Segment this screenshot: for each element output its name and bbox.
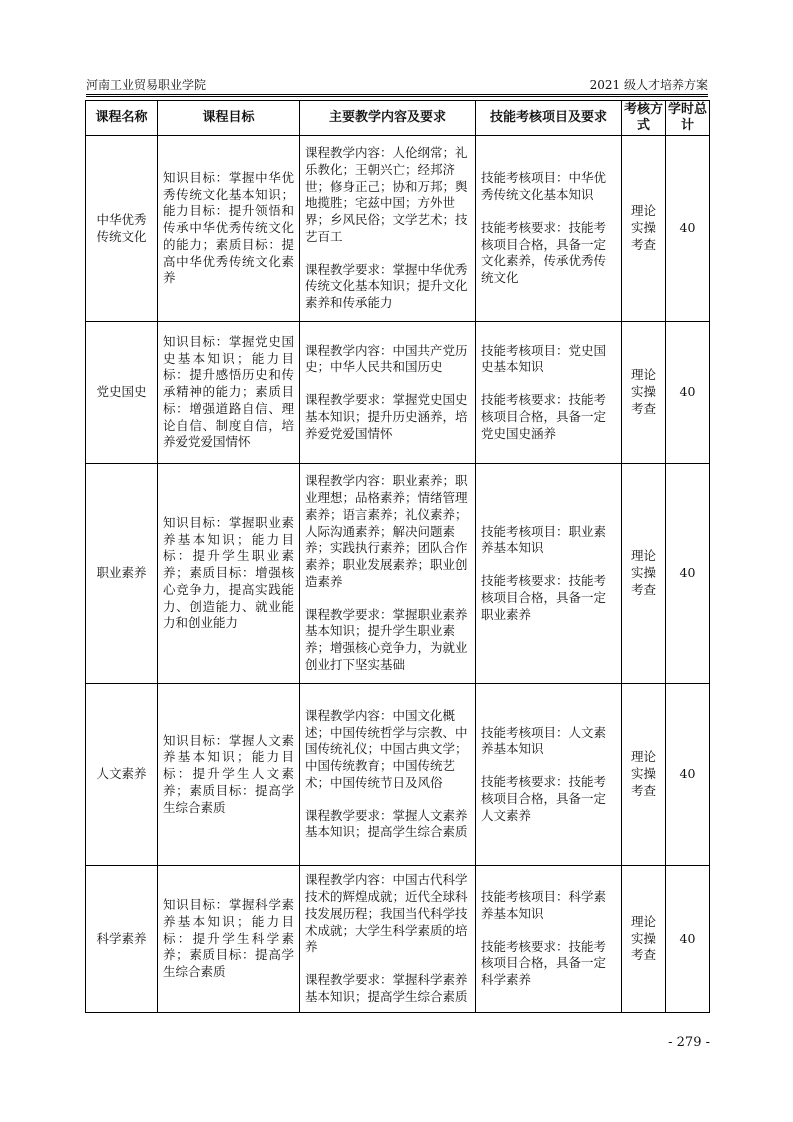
skill-requirement: 技能考核要求：技能考核项目合格，具备一定文化素养，传承优秀传统文化	[481, 219, 607, 286]
teaching-content: 课程教学内容：中国古代科学技术的辉煌成就；近代全球科技发展历程；我国当代科学技术成就；大学生科学素质的培养	[305, 872, 468, 955]
table-row	[86, 684, 710, 866]
assessment-method: 理论实操考查	[622, 684, 666, 866]
column-header-course-goal: 课程目标	[158, 101, 300, 136]
table-row	[86, 136, 710, 322]
skill-requirement: 技能考核要求：技能考核项目合格，具备一定党史国史涵养	[481, 392, 607, 441]
course-name: 人文素养	[86, 684, 158, 866]
course-name: 职业素养	[86, 464, 158, 684]
table-header-row	[86, 101, 710, 136]
skill-item: 技能考核项目：党史国史基本知识	[481, 342, 607, 375]
column-header-total-hours: 学时总计	[666, 101, 710, 136]
total-hours: 40	[666, 684, 710, 866]
total-hours: 40	[666, 866, 710, 1013]
column-header-skill-assessment: 技能考核项目及要求	[476, 101, 622, 136]
page-header	[86, 76, 708, 94]
table-row	[86, 464, 710, 684]
assessment-method: 理论实操考查	[622, 464, 666, 684]
skill-item: 技能考核项目：职业素养基本知识	[481, 523, 607, 556]
skill-requirement: 技能考核要求：技能考核项目合格，具备一定科学素养	[481, 938, 607, 988]
course-content	[300, 322, 476, 464]
skill-assessment	[476, 322, 622, 464]
teaching-content: 课程教学内容：中国共产党历史；中华人民共和国历史	[305, 342, 468, 375]
table-row	[86, 322, 710, 464]
course-content	[300, 136, 476, 322]
teaching-content: 课程教学内容：人伦纲常；礼乐教化；王朝兴亡；经邦济世；修身正己；协和万邦；舆地揽胜；宅兹中国；方外世界；乡风民俗；文学艺术；技艺百工	[305, 144, 468, 244]
course-goal: 知识目标：掌握中华优秀传统文化基本知识；能力目标：提升领悟和传承中华优秀传统文化的能力；素质目标：提高中华优秀传统文化素养	[158, 136, 300, 322]
course-goal: 知识目标：掌握科学素养基本知识；能力目标：提升学生科学素养；素质目标：提高学生综合素质	[158, 866, 300, 1013]
skill-requirement: 技能考核要求：技能考核项目合格，具备一定人文素养	[481, 774, 607, 823]
column-header-course-name: 课程名称	[86, 101, 158, 136]
course-name: 科学素养	[86, 866, 158, 1013]
skill-item: 技能考核项目：中华优秀传统文化基本知识	[481, 170, 607, 202]
column-header-main-content: 主要教学内容及要求	[300, 101, 476, 136]
course-content	[300, 866, 476, 1013]
course-content	[300, 684, 476, 866]
teaching-requirement: 课程教学要求：掌握科学素养基本知识；提高学生综合素质	[305, 972, 468, 1004]
assessment-method: 理论实操考查	[622, 322, 666, 464]
total-hours: 40	[666, 322, 710, 464]
total-hours: 40	[666, 136, 710, 322]
course-table	[85, 100, 710, 1013]
header-rule	[86, 94, 708, 97]
teaching-requirement: 课程教学要求：掌握中华优秀传统文化基本知识；提升文化素养和传承能力	[305, 261, 468, 311]
course-goal: 知识目标：掌握人文素养基本知识；能力目标：提升学生人文素养；素质目标：提高学生综合素质	[158, 684, 300, 866]
teaching-requirement: 课程教学要求：掌握人文素养基本知识；提高学生综合素质	[305, 807, 468, 840]
skill-assessment	[476, 866, 622, 1013]
header-school-name: 河南工业贸易职业学院	[86, 78, 207, 92]
total-hours: 40	[666, 464, 710, 684]
assessment-method: 理论实操考查	[622, 866, 666, 1013]
course-goal: 知识目标：掌握党史国史基本知识；能力目标：提升感悟历史和传承精神的能力；素质目标：增强道路自信、理论自信、制度自信，培养爱党爱国情怀	[158, 322, 300, 464]
teaching-content: 课程教学内容：中国文化概述；中国传统哲学与宗教、中国传统礼仪；中国古典文学；中国传统教育；中国传统艺术；中国传统节日及风俗	[305, 707, 468, 790]
course-goal: 知识目标：掌握职业素养基本知识；能力目标：提升学生职业素养；素质目标：增强核心竞争力，提高实践能力、创造能力、就业能力和创业能力	[158, 464, 300, 684]
course-content	[300, 464, 476, 684]
assessment-method: 理论实操考查	[622, 136, 666, 322]
skill-assessment	[476, 464, 622, 684]
skill-assessment	[476, 136, 622, 322]
teaching-requirement: 课程教学要求：掌握党史国史基本知识；提升历史涵养，培养爱党爱国情怀	[305, 392, 468, 441]
teaching-content: 课程教学内容：职业素养；职业理想；品格素养；情绪管理素养；语言素养；礼仪素养；人际沟通素养；解决问题素养；实践执行素养；团队合作素养；职业发展素养；职业创造素养	[305, 473, 468, 589]
skill-item: 技能考核项目：科学素养基本知识	[481, 889, 607, 921]
header-document-title: 2021 级人才培养方案	[589, 78, 708, 92]
skill-requirement: 技能考核要求：技能考核项目合格，具备一定职业素养	[481, 573, 607, 622]
teaching-requirement: 课程教学要求：掌握职业素养基本知识；提升学生职业素养；增强核心竞争力，为就业创业打下坚实基础	[305, 606, 468, 673]
course-name: 中华优秀传统文化	[86, 136, 158, 322]
table-row	[86, 866, 710, 1013]
course-name: 党史国史	[86, 322, 158, 464]
skill-item: 技能考核项目：人文素养基本知识	[481, 724, 607, 757]
column-header-assessment-method: 考核方式	[622, 101, 666, 136]
page-number: - 279 -	[668, 1035, 710, 1050]
skill-assessment	[476, 684, 622, 866]
